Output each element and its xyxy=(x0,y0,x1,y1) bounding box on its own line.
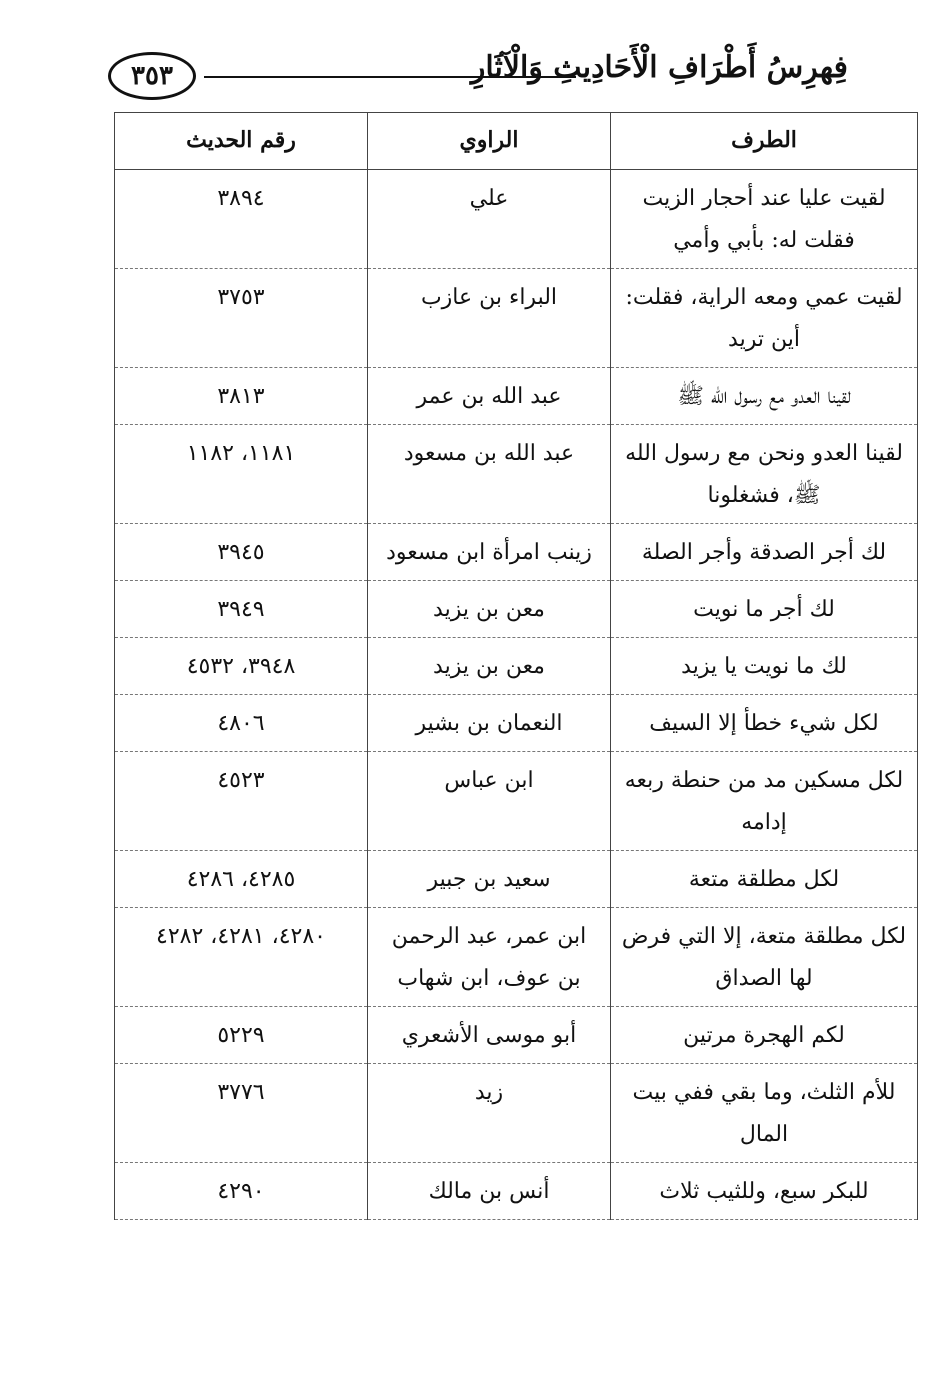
cell-rawi: زيد xyxy=(368,1064,611,1163)
cell-raqm: ٣٩٤٨، ٤٥٣٢ xyxy=(115,638,368,695)
table-row xyxy=(115,638,918,695)
cell-rawi: عبد الله بن عمر xyxy=(368,368,611,425)
cell-taraf: لقيت عليا عند أحجار الزيت فقلت له: بأبي وأمي xyxy=(611,170,918,269)
cell-raqm: ٣٨١٣ xyxy=(115,368,368,425)
cell-taraf: لكل مسكين مد من حنطة ربعه إدامه xyxy=(611,752,918,851)
cell-raqm: ١١٨١، ١١٨٢ xyxy=(115,425,368,524)
cell-raqm: ٣٩٤٥ xyxy=(115,524,368,581)
cell-raqm: ٤٨٠٦ xyxy=(115,695,368,752)
cell-taraf: لقيت عمي ومعه الراية، فقلت: أين تريد xyxy=(611,269,918,368)
header-title: فِهرِسُ أَطْرَافِ الْأَحَادِيثِ وَالْآثَارِ xyxy=(470,50,848,85)
table-row xyxy=(115,851,918,908)
cell-taraf: لكم الهجرة مرتين xyxy=(611,1007,918,1064)
cell-rawi: النعمان بن بشير xyxy=(368,695,611,752)
table-row xyxy=(115,1163,918,1220)
cell-raqm: ٣٨٩٤ xyxy=(115,170,368,269)
table-row xyxy=(115,752,918,851)
table-row xyxy=(115,425,918,524)
cell-taraf: للأم الثلث، وما بقي ففي بيت المال xyxy=(611,1064,918,1163)
column-header-rawi: الراوي xyxy=(368,113,611,170)
cell-taraf: للبكر سبع، وللثيب ثلاث xyxy=(611,1163,918,1220)
table-row xyxy=(115,368,918,425)
cell-rawi: ابن عباس xyxy=(368,752,611,851)
cell-rawi: معن بن يزيد xyxy=(368,638,611,695)
table-body xyxy=(115,170,918,1220)
table-row xyxy=(115,269,918,368)
cell-raqm: ٤٢٨٠، ٤٢٨١، ٤٢٨٢ xyxy=(115,908,368,1007)
cell-taraf: لكل مطلقة متعة xyxy=(611,851,918,908)
page-header xyxy=(108,40,848,112)
cell-rawi: سعيد بن جبير xyxy=(368,851,611,908)
cell-taraf: لكل مطلقة متعة، إلا التي فرض لها الصداق xyxy=(611,908,918,1007)
cell-raqm: ٣٧٧٦ xyxy=(115,1064,368,1163)
table-row xyxy=(115,695,918,752)
cell-taraf: لك أجر الصدقة وأجر الصلة xyxy=(611,524,918,581)
cell-raqm: ٥٢٢٩ xyxy=(115,1007,368,1064)
page-number: ٣٥٣ xyxy=(108,52,196,100)
cell-raqm: ٤٢٩٠ xyxy=(115,1163,368,1220)
table-row xyxy=(115,1007,918,1064)
cell-raqm: ٤٥٢٣ xyxy=(115,752,368,851)
cell-rawi: البراء بن عازب xyxy=(368,269,611,368)
table-row xyxy=(115,170,918,269)
cell-taraf: لقينا العدو ونحن مع رسول الله ﷺ، فشغلونا xyxy=(611,425,918,524)
table-row xyxy=(115,581,918,638)
cell-taraf: لكل شيء خطأ إلا السيف xyxy=(611,695,918,752)
table-row xyxy=(115,524,918,581)
cell-rawi: عبد الله بن مسعود xyxy=(368,425,611,524)
cell-rawi: أنس بن مالك xyxy=(368,1163,611,1220)
cell-raqm: ٤٢٨٥، ٤٢٨٦ xyxy=(115,851,368,908)
header-rule xyxy=(204,76,576,78)
cell-rawi: أبو موسى الأشعري xyxy=(368,1007,611,1064)
table-header-row xyxy=(115,113,918,170)
cell-taraf: لك أجر ما نويت xyxy=(611,581,918,638)
cell-rawi: معن بن يزيد xyxy=(368,581,611,638)
cell-taraf: لك ما نويت يا يزيد xyxy=(611,638,918,695)
column-header-taraf: الطرف xyxy=(611,113,918,170)
cell-raqm: ٣٧٥٣ xyxy=(115,269,368,368)
column-header-raqm: رقم الحديث xyxy=(115,113,368,170)
table-row xyxy=(115,908,918,1007)
cell-rawi: زينب امرأة ابن مسعود xyxy=(368,524,611,581)
hadith-index-table xyxy=(114,112,918,1220)
cell-raqm: ٣٩٤٩ xyxy=(115,581,368,638)
cell-taraf: لقينا العدو مع رسول الله ﷺ xyxy=(611,368,918,425)
cell-rawi: علي xyxy=(368,170,611,269)
cell-rawi: ابن عمر، عبد الرحمن بن عوف، ابن شهاب xyxy=(368,908,611,1007)
table-row xyxy=(115,1064,918,1163)
